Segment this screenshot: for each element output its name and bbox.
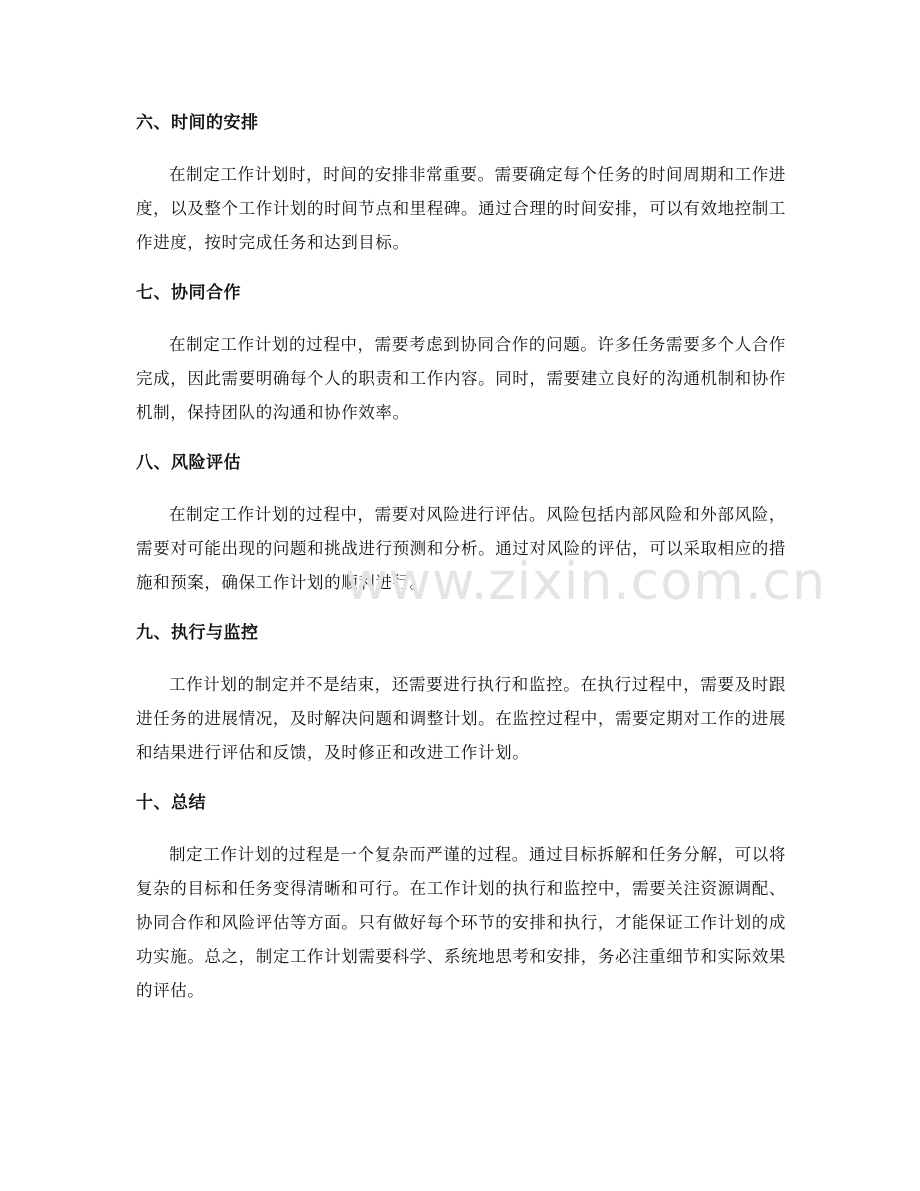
section-paragraph: 在制定工作计划的过程中，需要对风险进行评估。风险包括内部风险和外部风险，需要对可能出现的问题和挑战进行预测和分析。通过对风险的评估，可以采取相应的措施和预案，确保工作计划的顺利进行。	[136, 505, 786, 592]
section-heading: 七、协同合作	[136, 283, 241, 303]
section-collaboration	[136, 276, 786, 430]
section-heading: 八、风险评估	[136, 453, 241, 473]
section-heading: 十、总结	[136, 793, 206, 813]
section-paragraph: 在制定工作计划时，时间的安排非常重要。需要确定每个任务的时间周期和工作进度，以及整个工作计划的时间节点和里程碑。通过合理的时间安排，可以有效地控制工作进度，按时完成任务和达到目标。	[136, 165, 786, 252]
watermark: www.zixin.com.cn	[345, 552, 826, 612]
section-paragraph: 制定工作计划的过程是一个复杂而严谨的过程。通过目标拆解和任务分解，可以将复杂的目标和任务变得清晰和可行。在工作计划的执行和监控中，需要关注资源调配、协同合作和风险评估等方面。只有做好每个环节的安排和执行，才能保证工作计划的成功实施。总之，制定工作计划需要科学、系统地思考和安排，务必注重细节和实际效果的评估。	[136, 845, 786, 1000]
section-risk-assessment	[136, 446, 786, 600]
document-content	[136, 106, 786, 1024]
section-paragraph: 在制定工作计划的过程中，需要考虑到协同合作的问题。许多任务需要多个人合作完成，因此需要明确每个人的职责和工作内容。同时，需要建立良好的沟通机制和协作机制，保持团队的沟通和协作效率。	[136, 335, 786, 422]
section-heading: 九、执行与监控	[136, 623, 259, 643]
section-heading: 六、时间的安排	[136, 113, 259, 133]
section-paragraph: 工作计划的制定并不是结束，还需要进行执行和监控。在执行过程中，需要及时跟进任务的进展情况，及时解决问题和调整计划。在监控过程中，需要定期对工作的进展和结果进行评估和反馈，及时修正和改进工作计划。	[136, 675, 786, 762]
section-time-arrangement	[136, 106, 786, 260]
section-execution-monitoring	[136, 616, 786, 770]
section-summary	[136, 786, 786, 1008]
